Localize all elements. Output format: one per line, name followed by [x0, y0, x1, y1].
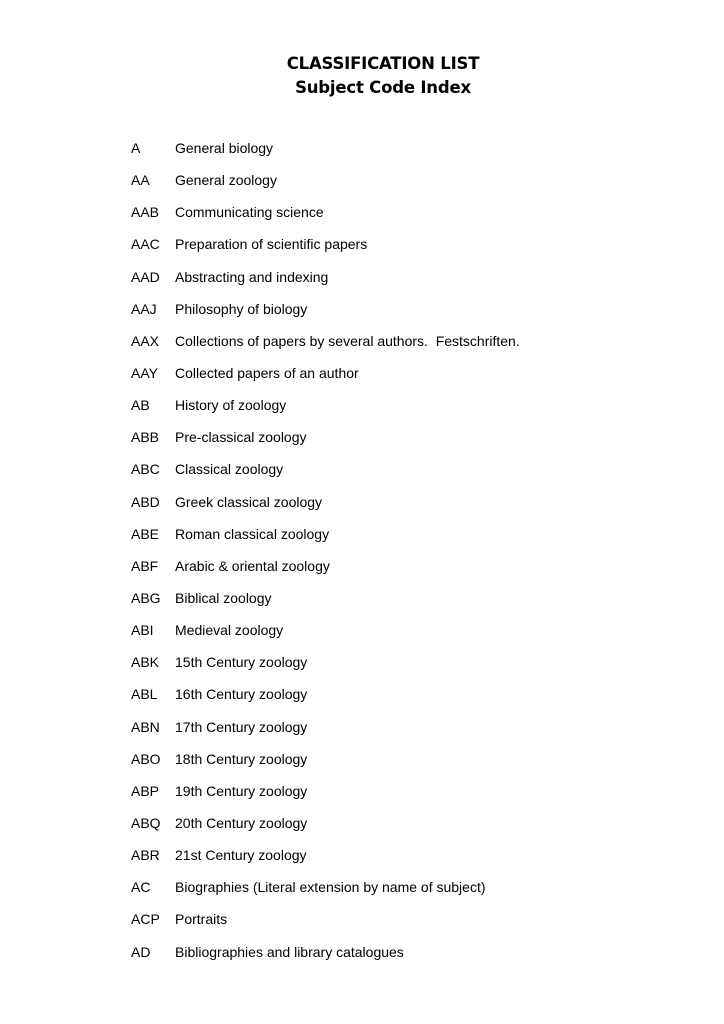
subject-code: ACP [131, 911, 160, 928]
subject-description: 16th Century zoology [175, 686, 308, 703]
list-item [131, 614, 691, 646]
subject-description: Biblical zoology [175, 590, 272, 607]
subject-description: 18th Century zoology [175, 750, 308, 767]
list-item [131, 389, 691, 421]
subject-code: AAX [131, 332, 160, 349]
subject-description: Pre-classical zoology [175, 429, 307, 446]
subject-code: ABD [131, 493, 160, 510]
subject-code: ABP [131, 782, 160, 799]
subject-description: History of zoology [175, 397, 287, 414]
list-item [131, 775, 691, 807]
subject-description: Portraits [175, 911, 228, 928]
list-item [131, 132, 691, 164]
subject-description: Preparation of scientific papers [175, 236, 368, 253]
subject-code: ABR [131, 847, 160, 864]
list-item [131, 196, 691, 228]
subject-code: AC [131, 879, 151, 896]
page-title: CLASSIFICATION LIST [286, 54, 480, 73]
subject-description: Arabic & oriental zoology [175, 557, 330, 574]
subject-code: ABB [131, 429, 160, 446]
list-item [131, 518, 691, 550]
list-item [131, 936, 691, 968]
list-item [131, 164, 691, 196]
list-item [131, 357, 691, 389]
subject-description: 15th Century zoology [175, 654, 308, 671]
list-item [131, 743, 691, 775]
subject-description: Roman classical zoology [175, 525, 330, 542]
subject-description: 19th Century zoology [175, 782, 308, 799]
list-item [131, 486, 691, 518]
subject-description: Biographies (Literal extension by name of subject) [175, 879, 486, 896]
list-item [131, 711, 691, 743]
subject-description: Collected papers of an author [175, 365, 359, 382]
subject-code: AAB [131, 204, 160, 221]
document-header [0, 52, 724, 100]
subject-code: AAD [131, 268, 160, 285]
subject-description: Collections of papers by several authors. Festschriften. [175, 332, 520, 349]
subject-description: General zoology [175, 172, 277, 189]
subject-code: AAC [131, 236, 160, 253]
list-item [131, 550, 691, 582]
subject-description: 17th Century zoology [175, 718, 308, 735]
subject-code: A [131, 140, 141, 157]
subject-code: ABN [131, 718, 160, 735]
list-item [131, 871, 691, 903]
subject-code: AB [131, 397, 150, 414]
subject-code: ABL [131, 686, 158, 703]
list-item [131, 261, 691, 293]
subject-code: ABQ [131, 815, 161, 832]
subject-code: AAJ [131, 300, 157, 317]
subject-code: ABO [131, 750, 161, 767]
subject-code: ABC [131, 461, 160, 478]
subject-code: ABG [131, 590, 161, 607]
list-item [131, 228, 691, 260]
list-item [131, 678, 691, 710]
subject-code: AA [131, 172, 150, 189]
subject-description: General biology [175, 140, 274, 157]
subject-description: Abstracting and indexing [175, 268, 329, 285]
subject-description: Communicating science [175, 204, 324, 221]
subject-code: ABE [131, 525, 160, 542]
subject-code: AD [131, 943, 151, 960]
list-item [131, 325, 691, 357]
subject-description: Greek classical zoology [175, 493, 323, 510]
list-item [131, 903, 691, 935]
subject-code: ABF [131, 557, 159, 574]
list-item [131, 839, 691, 871]
list-item [131, 453, 691, 485]
subject-description: Classical zoology [175, 461, 284, 478]
page-subtitle: Subject Code Index [295, 78, 471, 97]
subject-code: ABI [131, 622, 154, 639]
subject-description: Philosophy of biology [175, 300, 308, 317]
subject-description: 21st Century zoology [175, 847, 307, 864]
list-item [131, 582, 691, 614]
subject-code: AAY [131, 365, 158, 382]
subject-code: ABK [131, 654, 160, 671]
subject-description: Bibliographies and library catalogues [175, 943, 404, 960]
list-item [131, 807, 691, 839]
subject-description: Medieval zoology [175, 622, 284, 639]
classification-list [131, 132, 691, 968]
list-item [131, 646, 691, 678]
subject-description: 20th Century zoology [175, 815, 308, 832]
list-item [131, 421, 691, 453]
list-item [131, 293, 691, 325]
